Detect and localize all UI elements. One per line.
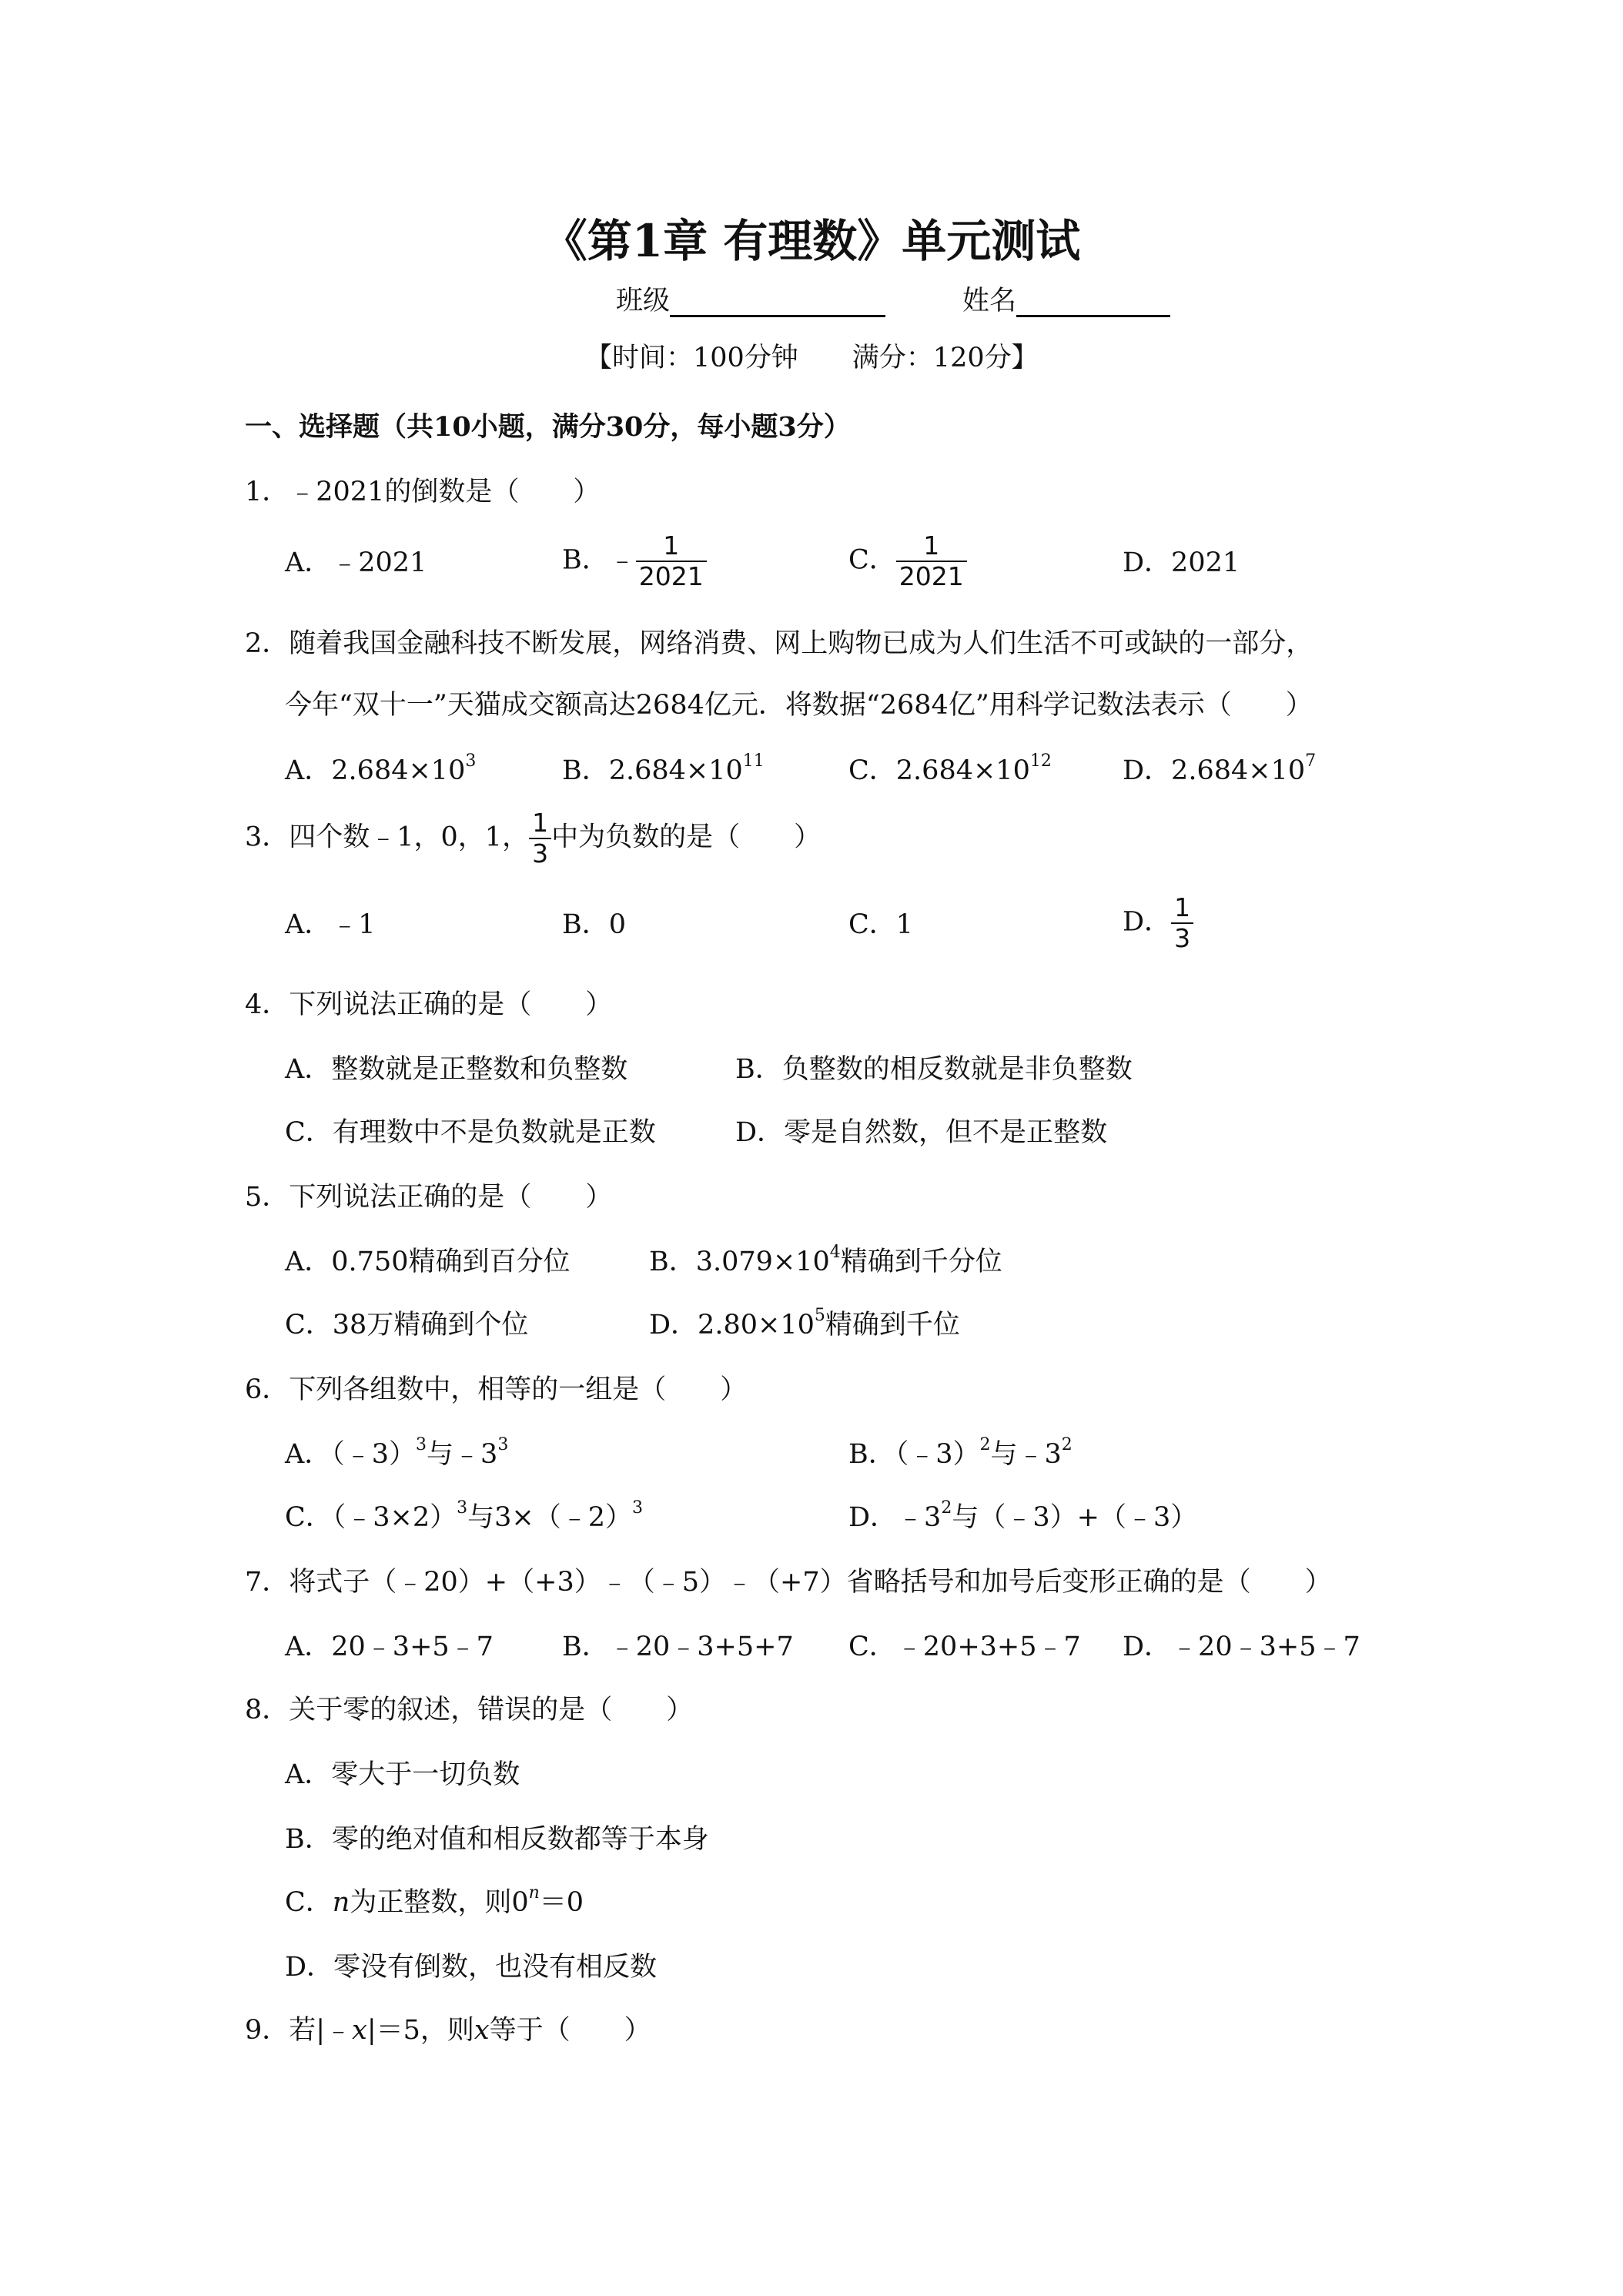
q3-option-a: A．﹣1 <box>285 909 376 940</box>
q2-stem-line2: 今年“双十一”天猫成交额高达2684亿元．将数据“2684亿”用科学记数法表示（ ） <box>285 690 1313 721</box>
q4-option-b: B．负整数的相反数就是非负整数 <box>735 1054 1133 1085</box>
section-heading: 一、选择题（共10小题，满分30分，每小题3分） <box>245 411 851 443</box>
q2-option-b: B．$2.684\times 10^{11}$ <box>562 751 765 786</box>
q6-option-d: D．$﹣3^2$与（﹣3）+（﹣3） <box>848 1498 1198 1533</box>
q7-option-d: D．﹣20﹣3+5﹣7 <box>1123 1632 1360 1662</box>
q3-stem: 3．四个数﹣1，0，1， $\frac{1}{3}$ 中为负数的是（ ） <box>245 808 822 869</box>
q3-option-d-fraction: $\frac{1}{3}$ <box>1171 893 1193 953</box>
name-blank <box>1016 286 1170 317</box>
q3-stem-fraction: $\frac{1}{3}$ <box>529 808 551 869</box>
q1-option-b-fraction: $\frac{1}{2021}$ <box>636 531 707 591</box>
q2-option-a: A．$2.684\times 10^3$ <box>285 751 477 786</box>
q1-option-c-prefix: C． <box>848 544 896 576</box>
q4-stem: 4．下列说法正确的是（ ） <box>245 989 613 1020</box>
page-title: 《第1章 有理数》单元测试 <box>542 215 1081 267</box>
time-info: 【时间：100分钟 满分：120分】 <box>585 343 1039 373</box>
class-field <box>616 285 885 317</box>
q1-option-d: D．2021 <box>1123 547 1240 578</box>
q2-option-d: D．$2.684\times 10^7$ <box>1123 751 1317 786</box>
q7-option-b: B．﹣20﹣3+5+7 <box>562 1632 794 1662</box>
q7-option-a: A．20﹣3+5﹣7 <box>285 1632 494 1662</box>
q8-option-b: B．零的绝对值和相反数都等于本身 <box>285 1824 709 1855</box>
q1-option-b-prefix: B．﹣ <box>562 544 636 576</box>
q5-option-d: D．$2.80\times 10^5$精确到千位 <box>649 1306 960 1340</box>
q8-option-d: D．零没有倒数，也没有相反数 <box>285 1952 658 1983</box>
q4-option-a: A．整数就是正整数和负整数 <box>285 1054 628 1085</box>
q6-stem: 6．下列各组数中，相等的一组是（ ） <box>245 1374 748 1405</box>
q7-option-c: C．﹣20+3+5﹣7 <box>848 1632 1081 1662</box>
q4-option-c: C．有理数中不是负数就是正数 <box>285 1117 656 1148</box>
q5-option-b: B．$3.079\times 10^4$精确到千分位 <box>649 1243 1002 1277</box>
q3-option-d: D． $\frac{1}{3}$ <box>1123 893 1193 953</box>
q8-option-c: C．n为正整数，则$0^n=0$ <box>285 1883 584 1918</box>
q6-option-a: A．（﹣3）$^3$与$﹣3^3$ <box>285 1435 509 1470</box>
q2-stem-line1: 2．随着我国金融科技不断发展，网络消费、网上购物已成为人们生活不可或缺的一部分， <box>245 628 1313 659</box>
q1-stem: 1．﹣2021的倒数是（ ） <box>245 477 601 507</box>
q7-stem: 7．将式子（﹣20）+（+3）﹣（﹣5）﹣（+7）省略括号和加号后变形正确的是（ ） <box>245 1567 1332 1598</box>
name-label: 姓名 <box>962 286 1017 316</box>
class-label: 班级 <box>616 286 671 316</box>
q8-option-a: A．零大于一切负数 <box>285 1759 520 1790</box>
q1-option-a: A．﹣2021 <box>285 547 427 578</box>
q2-option-c: C．$2.684\times 10^{12}$ <box>848 751 1052 786</box>
class-blank <box>670 286 885 317</box>
q5-option-c: C．38万精确到个位 <box>285 1310 529 1340</box>
q9-stem: 9．若|﹣x|＝5，则x等于（ ） <box>245 2015 651 2046</box>
q3-option-c: C．1 <box>848 909 914 940</box>
q1-option-c <box>848 531 967 591</box>
q3-option-b: B．0 <box>562 909 626 940</box>
q5-option-a: A．0.750精确到百分位 <box>285 1247 571 1277</box>
q1-option-b <box>562 531 707 591</box>
q6-option-c: C．（﹣3×2）$^3$与3×（﹣2）$^3$ <box>285 1498 644 1533</box>
q4-option-d: D．零是自然数，但不是正整数 <box>735 1117 1108 1148</box>
q5-stem: 5．下列说法正确的是（ ） <box>245 1182 613 1213</box>
q1-option-c-fraction: $\frac{1}{2021}$ <box>896 531 967 591</box>
q8-stem: 8．关于零的叙述，错误的是（ ） <box>245 1695 694 1725</box>
name-field <box>962 285 1170 317</box>
q6-option-b: B．（﹣3）$^2$与$﹣3^2$ <box>848 1435 1073 1470</box>
